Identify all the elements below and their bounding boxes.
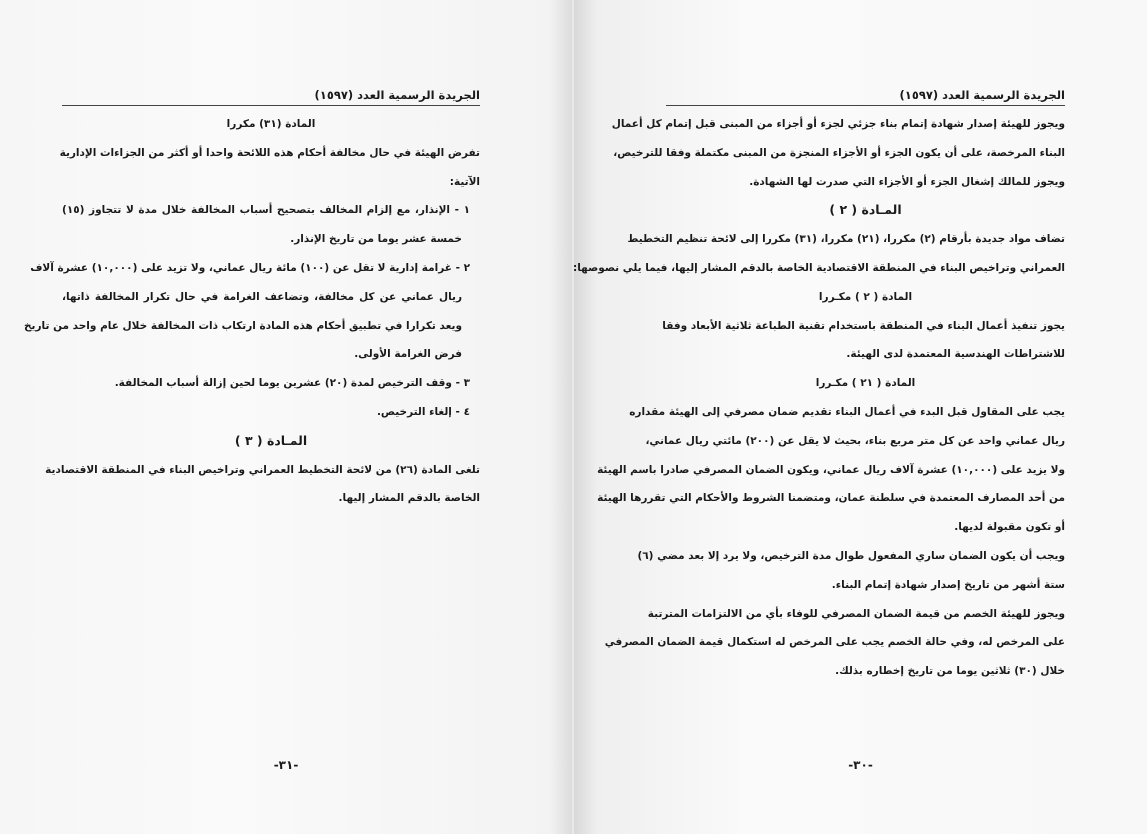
text-line: ريال عماني عن كل مخالفة، وتضاعف الغرامة في حال تكرار المخالفة ذاتها، <box>62 290 462 303</box>
text-line: ويجوز للهيئة الخصم من قيمة الضمان المصرفي للوفاء بأي من الالتزامات المترتبة <box>647 607 1065 620</box>
text-line: يجوز تنفيذ أعمال البناء في المنطقة باستخدام تقنية الطباعة ثلاثية الأبعاد وفقا <box>662 319 1065 332</box>
text-line: فرض الغرامة الأولى. <box>354 348 462 361</box>
text-line: خمسة عشر يوما من تاريخ الإنذار. <box>290 233 462 246</box>
section-heading: المادة (٣١) مكررا <box>226 118 316 130</box>
text-line: أو تكون مقبولة لديها. <box>954 521 1065 534</box>
left-page <box>0 0 572 834</box>
section-heading: المـادة ( ٣ ) <box>234 432 308 448</box>
text-line: تلغى المادة (٢٦) من لائحة التخطيط العمراني وتراخيص البناء في المنطقة الاقتصادية <box>45 463 480 476</box>
text-line: ريال عماني واحد عن كل متر مربع بناء، بحيث لا يقل عن (٢٠٠) مائتي ريال عماني، <box>645 434 1065 447</box>
right-page-text <box>573 110 1065 686</box>
section-heading: المـادة ( ٢ ) <box>829 202 902 218</box>
text-line: ويجب أن يكون الضمان ساري المفعول طوال مدة الترخيص، ولا يرد إلا بعد مضي (٦) <box>637 549 1065 562</box>
text-line: ٣ - وقف الترخيص لمدة (٢٠) عشرين يوما لحين إزالة أسباب المخالفة. <box>114 377 470 390</box>
text-line: ستة أشهر من تاريخ إصدار شهادة إتمام البناء. <box>831 578 1065 591</box>
text-line: للاشتراطات الهندسية المعتمدة لدى الهيئة. <box>846 348 1065 361</box>
text-line: تضاف مواد جديدة بأرقام (٢) مكررا، (٢١) مكررا، (٣١) مكررا إلى لائحة تنظيم التخطيط <box>627 233 1065 246</box>
text-line: ٤ - إلغاء الترخيص. <box>376 405 470 418</box>
text-line: العمراني وتراخيص البناء في المنطقة الاقتصادية الخاصة بالدقم المشار إليها، فيما يلي نصوصها: <box>573 261 1065 274</box>
left-page-text <box>23 110 480 513</box>
running-header: الجريدة الرسمية العدد (١٥٩٧) <box>62 88 480 106</box>
right-page <box>574 0 1147 834</box>
text-line: ويعد تكرارا في تطبيق أحكام هذه المادة ارتكاب ذات المخالفة خلال عام واحد من تاريخ <box>23 319 462 332</box>
running-header: الجريدة الرسمية العدد (١٥٩٧) <box>666 88 1065 106</box>
right-page-content <box>573 88 1065 686</box>
section-heading: المادة ( ٢ ) مكـررا <box>818 290 913 303</box>
page-number: -٣٠- <box>848 758 873 772</box>
text-line: ولا يزيد على (١٠,٠٠٠) عشرة آلاف ريال عماني، ويكون الضمان المصرفي صادرا باسم الهيئة <box>597 463 1065 476</box>
left-page-content <box>23 88 480 513</box>
text-line: يجب على المقاول قبل البدء في أعمال البناء تقديم ضمان مصرفي إلى الهيئة مقداره <box>629 405 1065 418</box>
text-line: تفرض الهيئة في حال مخالفة أحكام هذه اللائحة واحدا أو أكثر من الجزاءات الإدارية <box>59 146 480 159</box>
text-line: ويجوز للمالك إشغال الجزء أو الأجزاء التي صدرت لها الشهادة. <box>749 175 1065 188</box>
text-line: خلال (٣٠) ثلاثين يوما من تاريخ إخطاره بذلك. <box>835 665 1065 678</box>
text-line: ٢ - غرامة إدارية لا تقل عن (١٠٠) مائة ريال عماني، ولا تزيد على (١٠,٠٠٠) عشرة آلاف <box>30 261 470 274</box>
text-line: من أحد المصارف المعتمدة في سلطنة عمان، ومتضمنا الشروط والأحكام التي تقررها الهيئة <box>597 492 1065 505</box>
page-number: -٣١- <box>273 758 299 772</box>
text-line: الخاصة بالدقم المشار إليها. <box>338 492 480 505</box>
text-line: ويجوز للهيئة إصدار شهادة إتمام بناء جزئي لجزء أو أجزاء من المبنى قبل إتمام كل أعمال <box>611 118 1065 130</box>
text-line: البناء المرخصة، على أن يكون الجزء أو الأجزاء المنجزة من المبنى مكتملة وفقا للترخيص، <box>613 146 1065 159</box>
text-line: الآتية: <box>449 175 480 188</box>
section-heading: المادة ( ٢١ ) مكـررا <box>815 377 916 390</box>
text-line: ١ - الإنذار، مع إلزام المخالف بتصحيح أسباب المخالفة خلال مدة لا تتجاوز (١٥) <box>62 204 470 217</box>
text-line: على المرخص له، وفي حالة الخصم يجب على المرخص له استكمال قيمة الضمان المصرفي <box>604 636 1065 649</box>
